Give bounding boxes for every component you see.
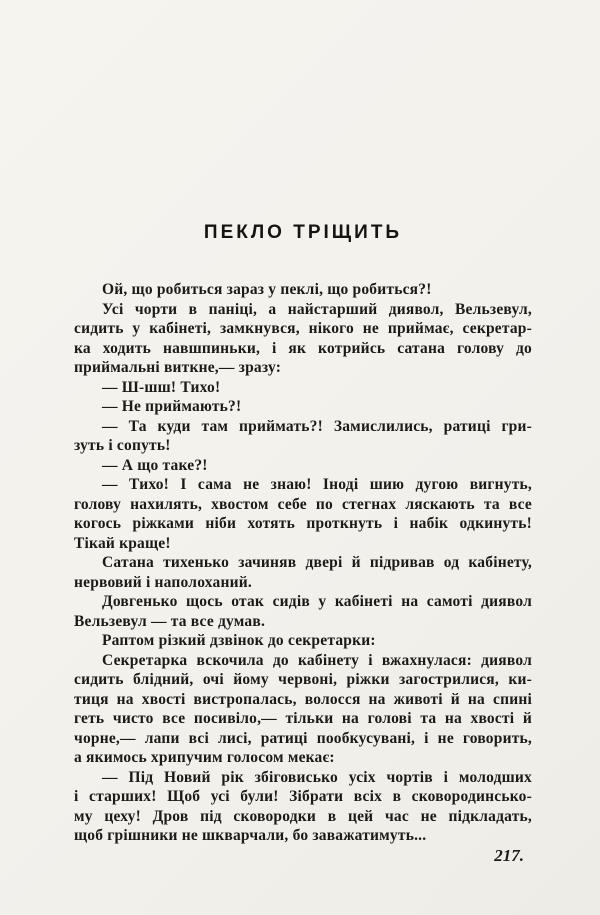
text-line: Довгенько щось отак сидів у кабінеті на самоті диявол <box>102 593 532 610</box>
paragraph <box>74 456 532 476</box>
text-line: тиця на хвості вистропалась, волосся на животі й на спині <box>74 690 532 708</box>
text-line: чорне,— лапи всі лисі, ратиці пообкусувані, і не говорить, <box>74 729 532 747</box>
paragraph <box>74 417 532 456</box>
text-line: сидить у кабінеті, замкнувся, нікого не приймає, секретар- <box>74 320 532 337</box>
text-line: Сатана тихенько зачиняв двері й підривав од кабінету, <box>102 554 532 571</box>
paragraph <box>74 280 532 300</box>
text-line: і старших! Щоб усі були! Зібрати всіх в сковородинсько- <box>74 788 532 805</box>
paragraph <box>74 397 532 417</box>
text-line: а якимось хрипучим голосом мекає: <box>74 749 335 766</box>
text-line: нервовий і наполоханий. <box>74 573 252 591</box>
text-line: Тікай краще! <box>74 534 171 552</box>
text-line: когось ріжками ніби хотять проткнуть і набік одкинуть! <box>74 515 532 532</box>
text-line: голову нахилять, хвостом себе по стегнах ляскають та все <box>74 495 532 513</box>
page-number: 217. <box>494 846 524 865</box>
text-line: Секретарка вскочила до кабінету і вжахнулася: диявол <box>102 651 532 669</box>
text-line: Усі чорти в паніці, а найстарший диявол, Вельзевул, <box>102 300 532 318</box>
text-block <box>74 222 532 846</box>
text-line: — Та куди там приймать?! Замислились, ратиці гри- <box>102 417 532 435</box>
paragraph <box>74 651 532 768</box>
paragraph <box>74 768 532 846</box>
text-line: зуть і сопуть! <box>74 437 171 454</box>
paragraph <box>74 300 532 378</box>
paragraph <box>74 475 532 553</box>
text-line: геть чисто все посивіло,— тільки на голові та на хвості й <box>74 710 532 727</box>
text-line: Вельзевул — та все думав. <box>74 612 266 630</box>
paragraph <box>74 553 532 592</box>
text-line: — Ш-шш! Тихо! <box>102 378 221 396</box>
paragraph <box>74 631 532 651</box>
text-line: сидить блідний, очі йому червоні, ріжки загострилися, ки- <box>74 671 532 688</box>
text-line: му цеху! Дров під сковородки в цей час не підкладать, <box>74 807 532 825</box>
text-line: Раптом різкий дзвінок до секретарки: <box>102 632 376 649</box>
paragraph <box>74 378 532 398</box>
text-line: — А що таке?! <box>102 456 208 474</box>
text-line: Ой, що робиться зараз у пеклі, що робиться?! <box>102 281 432 298</box>
text-line: приймальні виткне,— зразу: <box>74 359 282 376</box>
text-block-paragraphs <box>74 280 532 846</box>
text-line: ка ходить навшпиньки, і як котрийсь сатана голову до <box>74 339 532 357</box>
paragraph <box>74 592 532 631</box>
text-line: — Тихо! І сама не знаю! Іноді шию дугою вигнуть, <box>102 476 532 493</box>
text-line: — Не приймають?! <box>102 398 242 415</box>
text-line: — Під Новий рік збіговисько усіх чортів і молодших <box>102 768 532 786</box>
text-line: щоб грішники не шкварчали, бо заважатимуть... <box>74 827 427 844</box>
page-title: ПЕКЛО ТРІЩИТЬ <box>203 222 403 243</box>
